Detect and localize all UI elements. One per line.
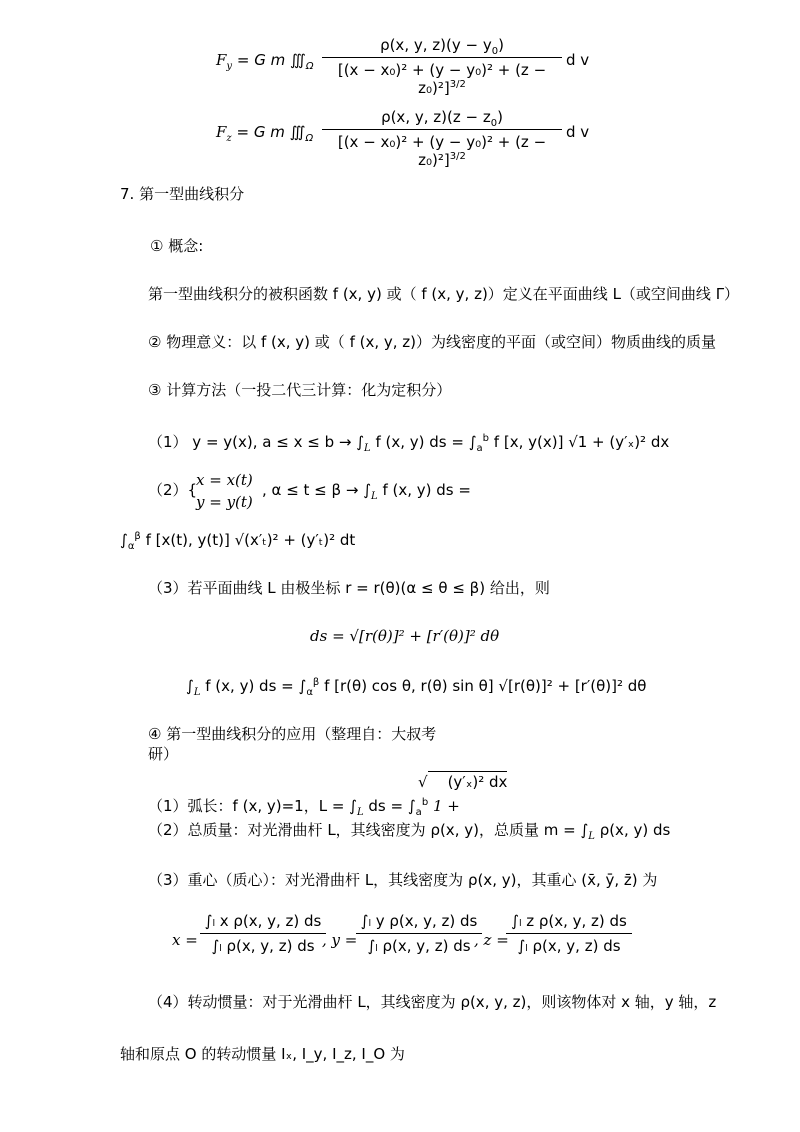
method-2-prefix: （2）{ bbox=[148, 481, 198, 499]
fz-lhs: $F_z = G$ m $∭_\Omega$ bbox=[216, 123, 314, 144]
ybar-label: , y = bbox=[322, 931, 358, 949]
app-total-mass: （2）总质量：对光滑曲杆 L，其线密度为 ρ(x, y)，总质量 $m = \int_L$ ρ(x, y) ds bbox=[148, 821, 671, 842]
method-1: （1） y = y(x), $a \le x \le b \to \int_L$ f (x, y) ds = $\int_a^b$ f [x, y(x)] √1 + (y′ₓ)² dx bbox=[148, 433, 670, 454]
fy-lhs: $F_y = G$ m $∭_\Omega$ bbox=[216, 51, 314, 72]
app-moment-of-inertia: （4）转动惯量：对于光滑曲杆 L，其线密度为 ρ(x, y, z)，则该物体对 x 轴，y 轴，z bbox=[148, 993, 717, 1011]
method-2-cont: $\int_\alpha^\beta$ f [x(t), y(t)] √(x′ₜ)² + (y′ₜ)² dt bbox=[120, 531, 356, 552]
fz-dv: d v bbox=[566, 123, 590, 141]
app-centroid: （3）重心（质心）：对光滑曲杆 L，其线密度为 ρ(x, y)，其重心 (x̄, ȳ, z̄) 为 bbox=[148, 871, 658, 889]
app-arc-length: （1）弧长：f (x, y)=1，$L = \int_L$ ds = $\int_a^b$ 1 + bbox=[148, 797, 460, 818]
xbar-fraction: ∫ₗ x ρ(x, y, z) ds ∫ₗ ρ(x, y, z) ds bbox=[200, 912, 326, 955]
zbar-fraction: ∫ₗ z ρ(x, y, z) ds ∫ₗ ρ(x, y, z) ds bbox=[506, 912, 632, 955]
ds-formula: ds = √[r(θ)]² + [r′(θ)]² dθ bbox=[310, 627, 500, 645]
method-3: （3）若平面曲线 L 由极坐标 r = r(θ)(α ≤ θ ≤ β) 给出，则 bbox=[148, 579, 550, 597]
method-2-mid: , $\alpha \le t \le \beta \to \int_L$ f (x, y) ds = bbox=[262, 481, 471, 502]
method-2-x: x = x(t) bbox=[196, 471, 253, 489]
method-2-y: y = y(t) bbox=[196, 493, 253, 511]
concept-label: ① 概念: bbox=[150, 237, 204, 255]
apps-label-cont: 研） bbox=[148, 745, 179, 763]
xbar-label: x = bbox=[172, 931, 198, 949]
fy-fraction: ρ(x, y, $z)(y - y_0)$ $[(x - x_0)^2 + (y - y_0)^2 + (z - z_0)^2]^{3/2}$ bbox=[322, 36, 562, 97]
ybar-fraction: ∫ₗ y ρ(x, y, z) ds ∫ₗ ρ(x, y, z) ds bbox=[356, 912, 482, 955]
concept-text: 第一型曲线积分的被积函数 f (x, y) 或（ f (x, y, z)）定义在平面曲线 L（或空间曲线 Γ） bbox=[148, 285, 740, 303]
fy-dv: d v bbox=[566, 51, 590, 69]
physical-meaning: ② 物理意义：以 f (x, y) 或（ f (x, y, z)）为线密度的平面（或空间）物质曲线的质量 bbox=[148, 333, 717, 351]
app-moment-cont: 轴和原点 O 的转动惯量 Iₓ, I_y, I_z, I_O 为 bbox=[120, 1045, 405, 1063]
apps-label: ④ 第一型曲线积分的应用（整理自：大叔考 bbox=[148, 725, 437, 743]
section-heading: 7. 第一型曲线积分 bbox=[120, 185, 245, 203]
polar-integral: $\int_L$ f (x, y) ds = $\int_\alpha^\beta$ f [r(θ) cos θ, r(θ) sin θ] √[r(θ)]² + [r′(θ)]² dθ bbox=[186, 677, 647, 698]
fz-fraction: ρ(x, y, $z)(z - z_0)$ $[(x - x_0)^2 + (y - y_0)^2 + (z - z_0)^2]^{3/2}$ bbox=[322, 108, 562, 169]
zbar-label: , z = bbox=[474, 931, 509, 949]
arc-sqrt: √ (y′ₓ)² dx bbox=[418, 773, 508, 791]
calc-method: ③ 计算方法（一投二代三计算：化为定积分） bbox=[148, 381, 452, 399]
